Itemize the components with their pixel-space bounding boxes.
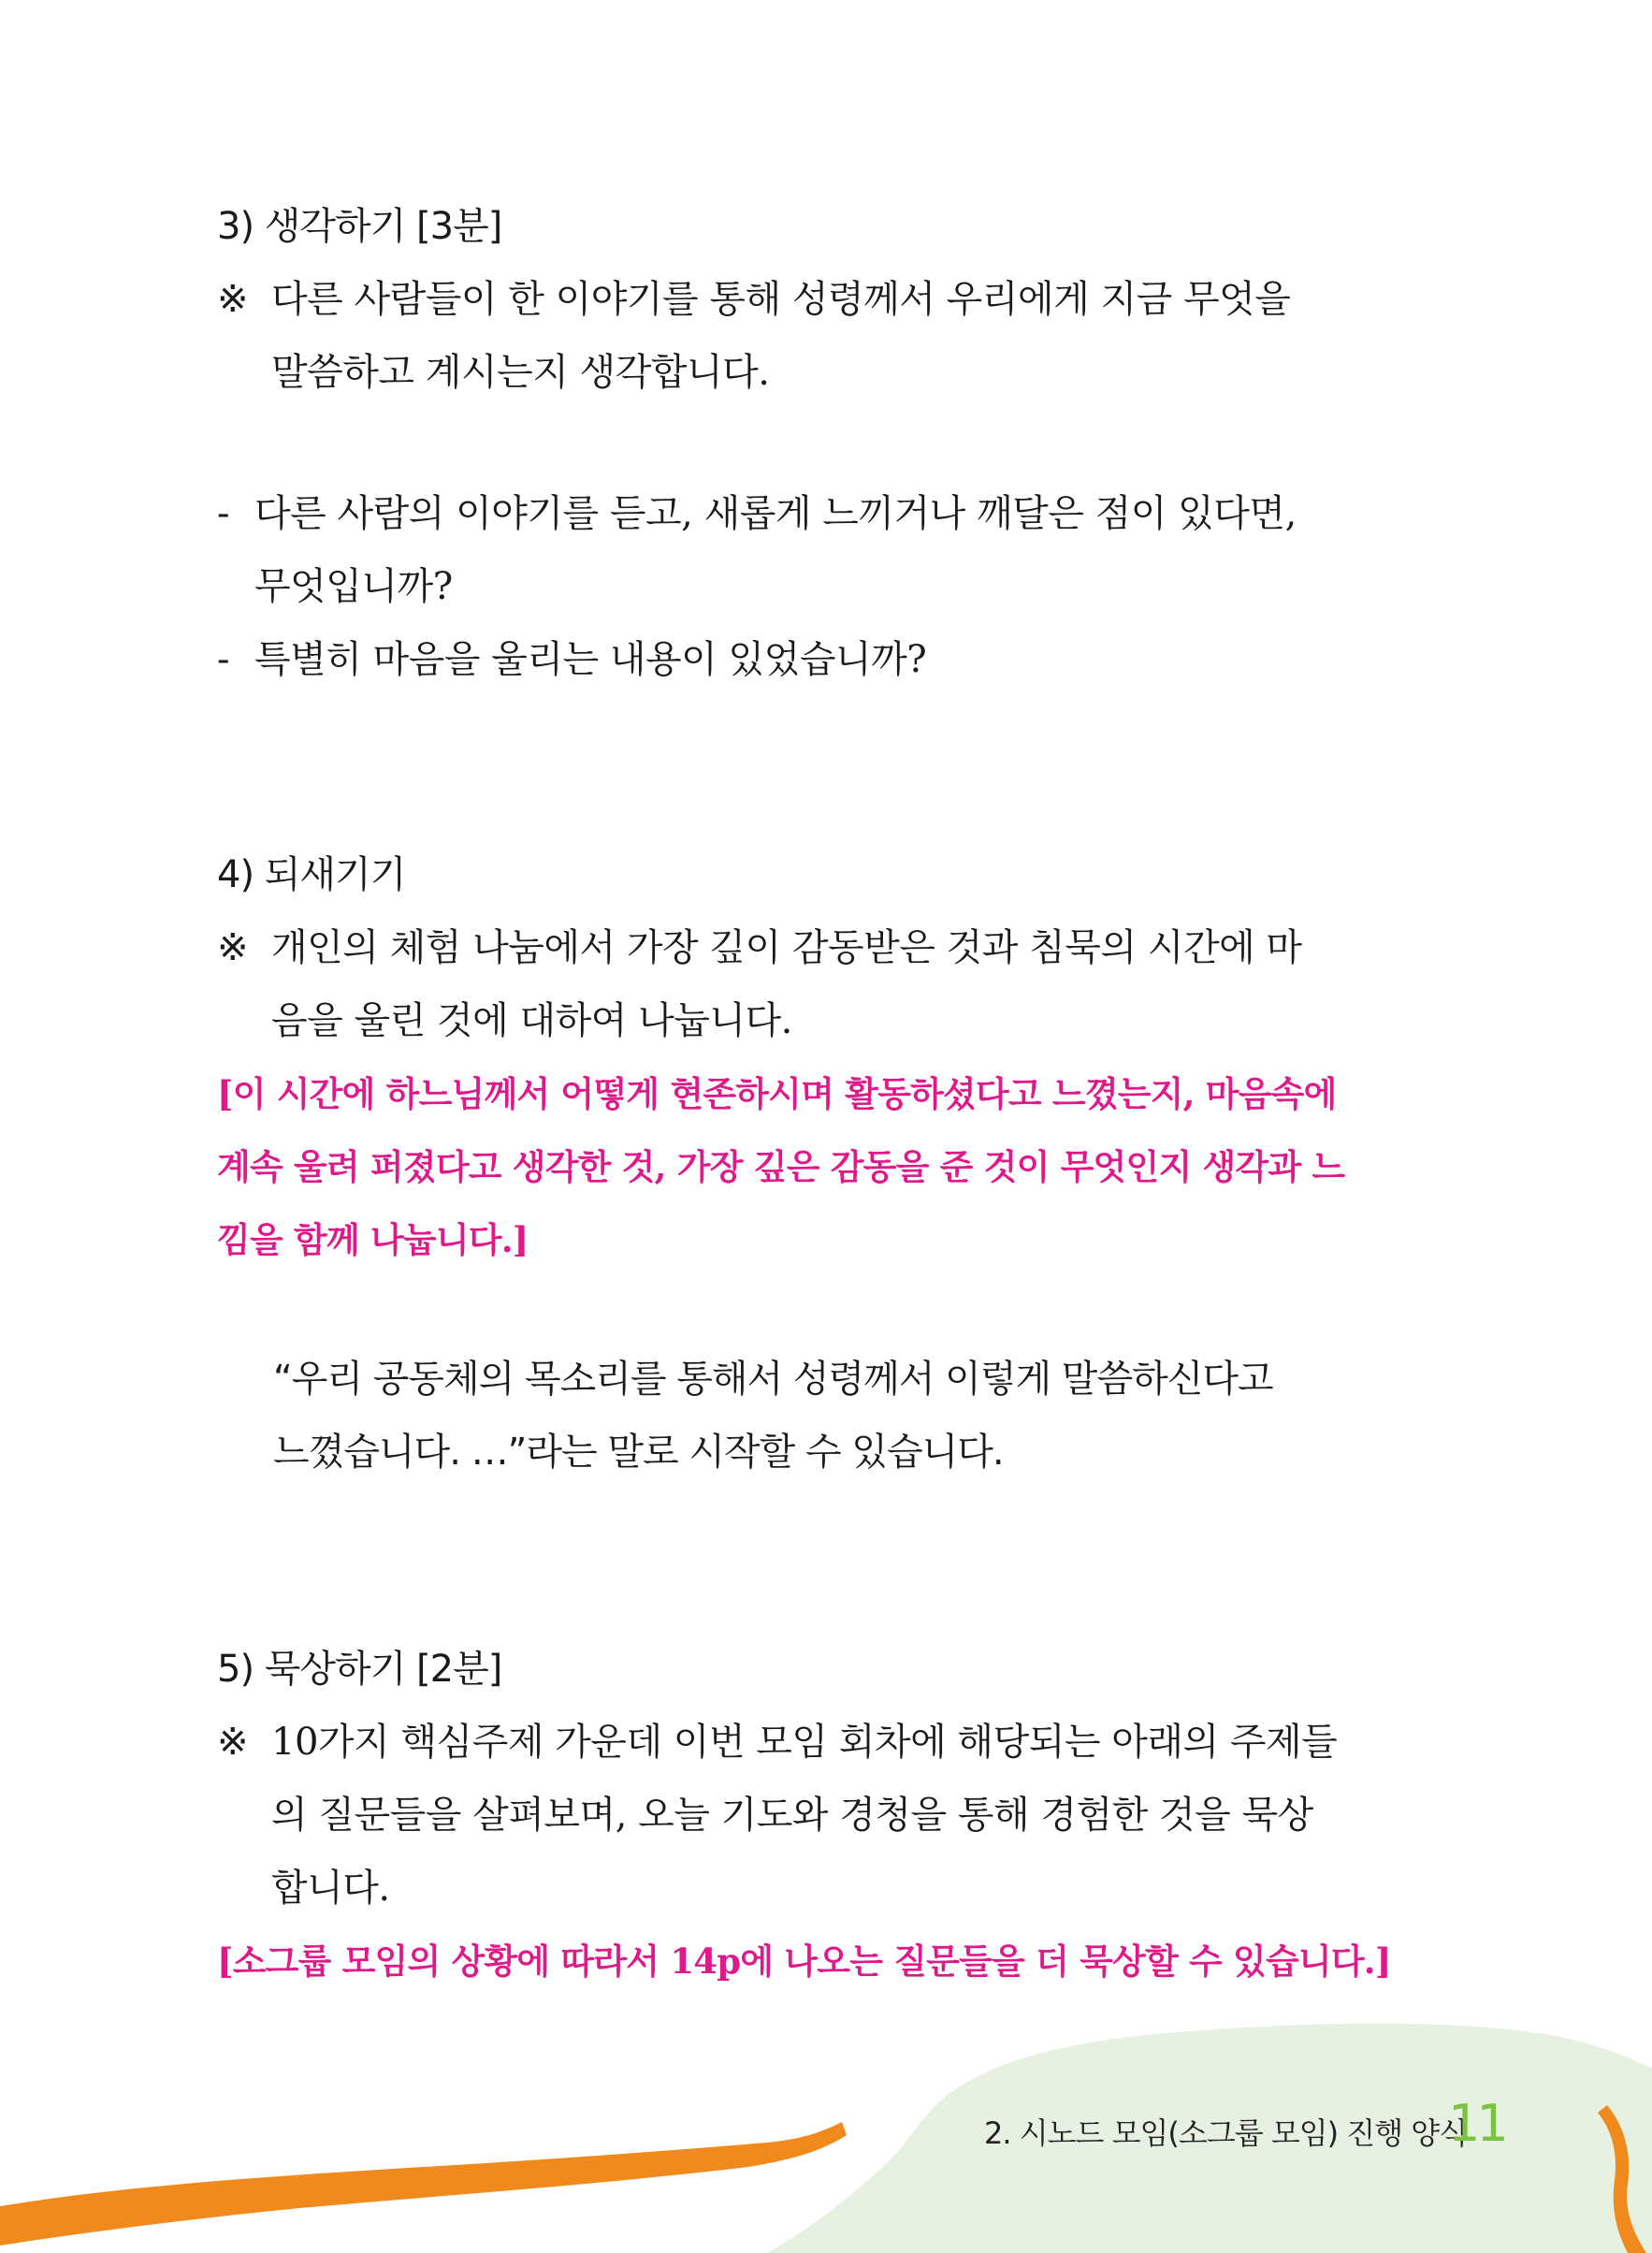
section-3-note-line-1: 다른 사람들이 한 이야기를 통해 성령께서 우리에게 지금 무엇을 bbox=[271, 278, 1291, 321]
reference-mark: ※ bbox=[217, 278, 249, 321]
section-3-heading: 3) 생각하기 [3분] bbox=[217, 205, 502, 248]
section-4-guide-line-1: [이 시간에 하느님께서 어떻게 현존하시며 활동하셨다고 느꼈는지, 마음속에 bbox=[217, 1073, 1337, 1114]
section-5-note-line-3: 합니다. bbox=[271, 1867, 390, 1910]
section-5-note-line-1: 10가지 핵심주제 가운데 이번 모임 회차에 해당되는 아래의 주제들 bbox=[271, 1721, 1338, 1764]
section-4-guide-line-3: 낌을 함께 나눕니다.] bbox=[217, 1219, 529, 1260]
section-3-note-line-2: 말씀하고 계시는지 생각합니다. bbox=[271, 351, 770, 394]
orange-brush-stroke bbox=[0, 2122, 847, 2246]
section-5-note-line-2: 의 질문들을 살펴보며, 오늘 기도와 경청을 통해 경험한 것을 묵상 bbox=[271, 1794, 1313, 1837]
section-3-questions bbox=[217, 477, 1433, 696]
section-5-note bbox=[217, 1706, 1433, 1779]
section-3-note bbox=[217, 263, 1433, 336]
dash-mark: - bbox=[217, 492, 230, 535]
page-footer bbox=[0, 2012, 1652, 2253]
page-number: 11 bbox=[1448, 2094, 1505, 2153]
question-2 bbox=[217, 623, 1433, 696]
question-2-text: 특별히 마음을 울리는 내용이 있었습니까? bbox=[254, 638, 927, 681]
footer-chapter-title: 2. 시노드 모임(소그룹 모임) 진행 양식 bbox=[984, 2115, 1468, 2151]
quote-line-1: “우리 공동체의 목소리를 통해서 성령께서 이렇게 말씀하신다고 bbox=[273, 1358, 1273, 1401]
dash-mark: - bbox=[217, 638, 230, 681]
quote-line-2: 느꼈습니다. …”라는 말로 시작할 수 있습니다. bbox=[273, 1431, 1004, 1474]
section-4-note-line-2: 음을 울린 것에 대하여 나눕니다. bbox=[271, 999, 792, 1042]
reference-mark: ※ bbox=[217, 1721, 249, 1764]
question-1-line-2: 무엇입니까? bbox=[254, 565, 453, 608]
section-4-quote bbox=[217, 1343, 1433, 1489]
section-4-note-line-1: 개인의 체험 나눔에서 가장 깊이 감동받은 것과 침묵의 시간에 마 bbox=[271, 926, 1302, 969]
question-1-line-1: 다른 사람의 이야기를 듣고, 새롭게 느끼거나 깨달은 점이 있다면, bbox=[254, 492, 1297, 535]
section-3 bbox=[217, 190, 1433, 409]
question-1 bbox=[217, 477, 1433, 550]
section-5-heading: 5) 묵상하기 [2분] bbox=[217, 1648, 502, 1691]
section-4 bbox=[217, 838, 1433, 1276]
section-4-note bbox=[217, 911, 1433, 984]
section-4-guide-line-2: 계속 울려 퍼졌다고 생각한 것, 가장 깊은 감동을 준 것이 무엇인지 생각과 느 bbox=[217, 1146, 1345, 1187]
section-4-heading: 4) 되새기기 bbox=[217, 853, 406, 896]
reference-mark: ※ bbox=[217, 926, 249, 969]
section-5-guide: [소그룹 모임의 상황에 따라서 14p에 나오는 질문들을 더 묵상할 수 있습니다.] bbox=[217, 1940, 1391, 1982]
section-5 bbox=[217, 1633, 1433, 1998]
